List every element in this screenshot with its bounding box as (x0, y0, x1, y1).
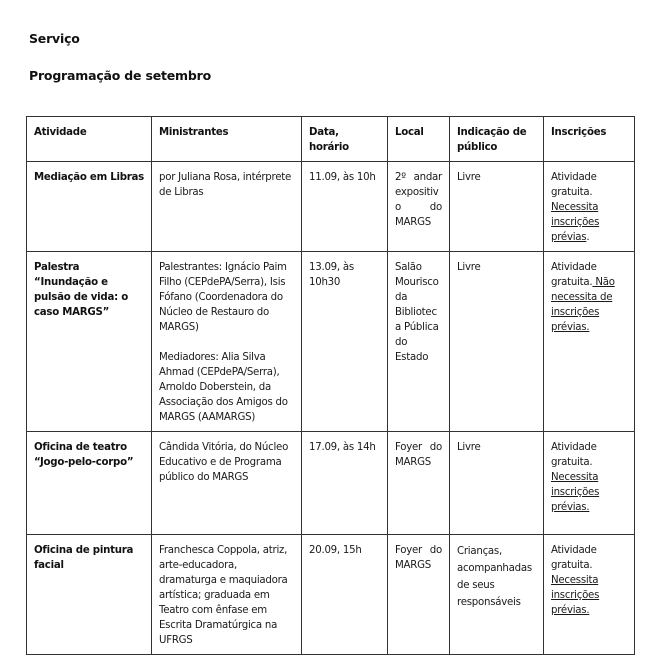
cell-data-horario: 20.09, 15h (302, 535, 388, 655)
header-atividade: Atividade (27, 117, 152, 162)
cell-inscricoes (544, 162, 635, 252)
cell-publico: Livre (450, 432, 544, 535)
table-row (27, 432, 635, 535)
inscricoes-plain: Atividade gratuita. (551, 172, 597, 198)
cell-publico: Crianças, acompanhadas de seus responsáveis (450, 535, 544, 655)
cell-local: Foyer do MARGS (388, 432, 450, 535)
inscricoes-plain: Atividade gratuita. (551, 262, 597, 288)
cell-publico: Livre (450, 252, 544, 432)
cell-inscricoes (544, 432, 635, 535)
cell-inscricoes (544, 252, 635, 432)
cell-atividade: Mediação em Libras (27, 162, 152, 252)
cell-data-horario: 13.09, às 10h30 (302, 252, 388, 432)
ministrantes-text: Franchesca Coppola, atriz, arte-educadora, dramaturga e maquiadora artística; graduada em Teatro com ênfase em Escrita Dramatúrgica na UFRGS (159, 545, 288, 646)
table-header-row (27, 117, 635, 162)
cell-atividade: Palestra “Inundação e pulsão de vida: o caso MARGS” (27, 252, 152, 432)
schedule-subtitle: Programação de setembro (29, 68, 211, 83)
header-data-horario: Data, horário (302, 117, 388, 162)
header-publico: Indicação de público (450, 117, 544, 162)
cell-ministrantes (152, 432, 302, 535)
section-title: Serviço (29, 31, 80, 46)
inscricoes-tail: . (586, 232, 590, 243)
cell-ministrantes (152, 252, 302, 432)
cell-ministrantes (152, 162, 302, 252)
cell-publico: Livre (450, 162, 544, 252)
cell-data-horario: 17.09, às 14h (302, 432, 388, 535)
mediadores-text: Mediadores: Alia Silva Ahmad (CEPdePA/Serra), Arnoldo Doberstein, da Associação dos Amigos do MARGS (AAMARGS) (159, 352, 288, 423)
cell-local: 2º andar expositivo do MARGS (388, 162, 450, 252)
cell-local: Foyer do MARGS (388, 535, 450, 655)
inscricoes-plain: Atividade gratuita. (551, 442, 597, 468)
ministrantes-text: Cândida Vitória, do Núcleo Educativo e de Programa público do MARGS (159, 442, 289, 483)
cell-atividade: Oficina de teatro “Jogo-pelo-corpo” (27, 432, 152, 535)
header-ministrantes: Ministrantes (152, 117, 302, 162)
cell-local: Salão Mourisco da Biblioteca Pública do Estado (388, 252, 450, 432)
cell-atividade: Oficina de pintura facial (27, 535, 152, 655)
palestrantes-text: Palestrantes: Ignácio Paim Filho (CEPdePA/Serra), Isis Fófano (Coordenadora do Núcleo de Restauro do MARGS) (159, 262, 287, 333)
inscricoes-note: Não necessita de inscrições prévias. (551, 277, 615, 333)
inscricoes-note: Necessita inscrições prévias. (551, 575, 600, 616)
cell-ministrantes (152, 535, 302, 655)
cell-data-horario: 11.09, às 10h (302, 162, 388, 252)
table-row (27, 535, 635, 655)
inscricoes-plain: Atividade gratuita. (551, 545, 597, 571)
inscricoes-note: Necessita inscrições prévias. (551, 472, 600, 513)
table-row (27, 252, 635, 432)
ministrantes-text: por Juliana Rosa, intérprete de Libras (159, 172, 292, 198)
header-inscricoes: Inscrições (544, 117, 635, 162)
inscricoes-note: Necessita inscrições prévias (551, 202, 600, 243)
table-row (27, 162, 635, 252)
schedule-table (26, 116, 635, 655)
cell-inscricoes (544, 535, 635, 655)
header-local: Local (388, 117, 450, 162)
